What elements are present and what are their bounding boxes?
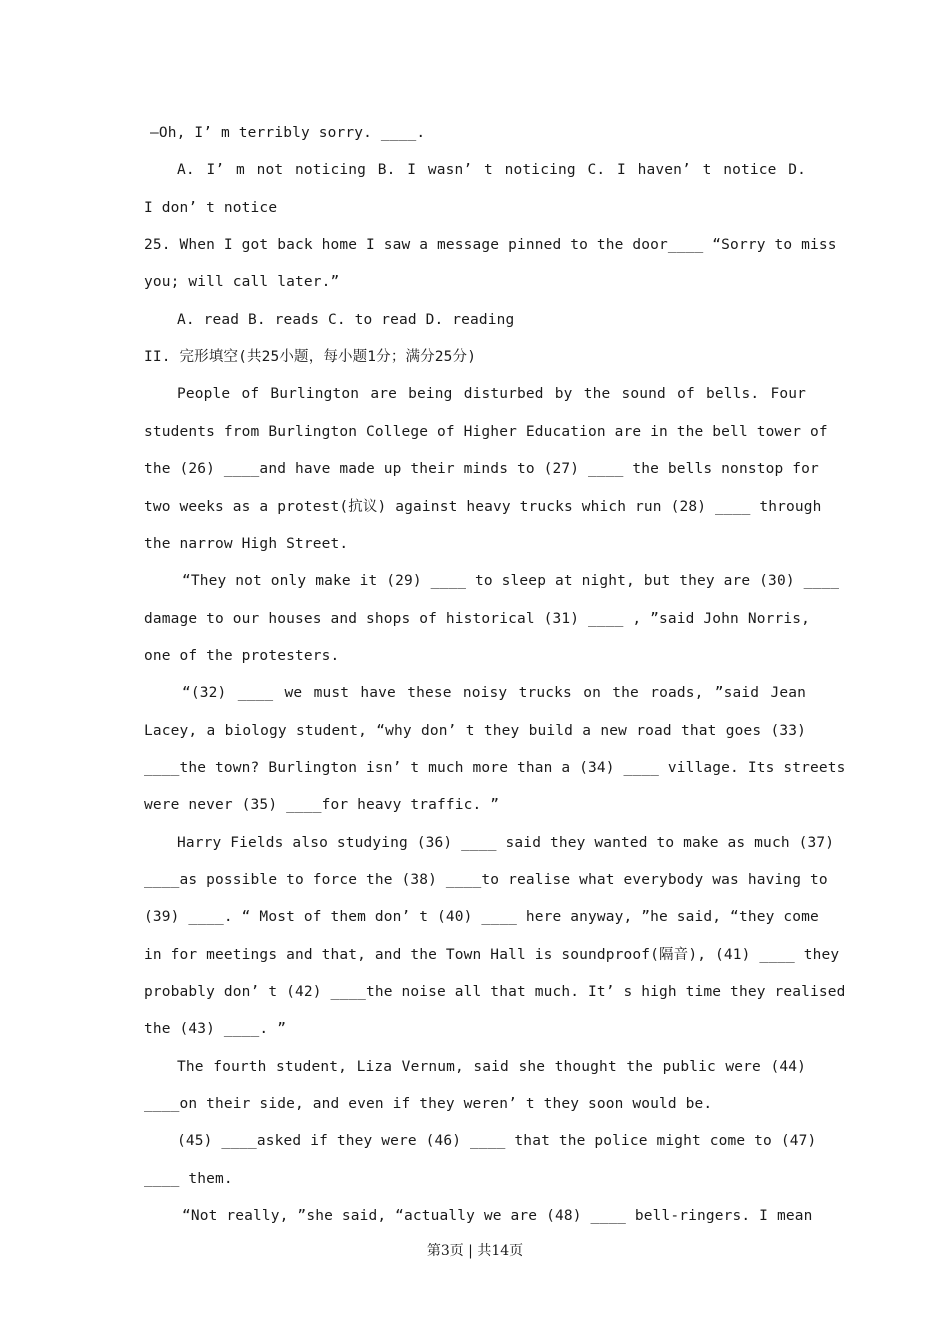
passage-line: People of Burlington are being disturbed by the sound of bells. Four [177,386,806,402]
passage-line: “They not only make it (29) ____ to sleep at night, but they are (30) ____ [182,573,840,589]
q25-options: A. read B. reads C. to read D. reading [177,312,515,328]
passage-line: Harry Fields also studying (36) ____ said they wanted to make as much (37) [177,835,835,851]
passage-line: damage to our houses and shops of historical (31) ____ , ”said John Norris, [144,611,810,627]
passage-line: the narrow High Street. [144,536,349,552]
passage-line: probably don’ t (42) ____the noise all that much. It’ s high time they realised [144,984,846,1000]
q25-stem-line2: you; will call later.” [144,274,340,290]
passage-line: ____on their side, and even if they weren’ t they soon would be. [144,1096,713,1112]
passage-line: (39) ____. “ Most of them don’ t (40) ____ here anyway, ”he said, “they come [144,909,819,925]
passage-line: the (43) ____. ” [144,1021,287,1037]
q24-options-line1: A. I’ m not noticing B. I wasn’ t noticing C. I haven’ t notice D. [177,162,806,178]
passage-line: students from Burlington College of Higher Education are in the bell tower of [144,424,828,440]
passage-line: ____as possible to force the (38) ____to realise what everybody was having to [144,872,828,888]
section-heading: II. 完形填空(共25小题，每小题1分；满分25分) [144,349,477,365]
page-footer: 第3页 | 共14页 [426,1243,524,1259]
passage-line: “Not really, ”she said, “actually we are (48) ____ bell-ringers. I mean [182,1208,813,1224]
passage-line: ____the town? Burlington isn’ t much more than a (34) ____ village. Its streets [144,760,846,776]
passage-line: The fourth student, Liza Vernum, said she thought the public were (44) [177,1059,806,1075]
passage-line: “(32) ____ we must have these noisy trucks on the roads, ”said Jean [182,685,806,701]
passage-line: (45) ____asked if they were (46) ____ that the police might come to (47) [177,1133,817,1149]
passage-line: Lacey, a biology student, “why don’ t they build a new road that goes (33) [144,723,806,739]
passage-line: the (26) ____and have made up their minds to (27) ____ the bells nonstop for [144,461,819,477]
passage-line: ____ them. [144,1171,233,1187]
q24-response: —Oh, I’ m terribly sorry. ____. [150,125,426,141]
passage-line: two weeks as a protest(抗议) against heavy trucks which run (28) ____ through [144,499,822,515]
passage-line: were never (35) ____for heavy traffic. ” [144,797,500,813]
passage-line: one of the protesters. [144,648,340,664]
q24-options-line2: I don’ t notice [144,200,278,216]
passage-line: in for meetings and that, and the Town Hall is soundproof(隔音), (41) ____ they [144,947,840,963]
q25-stem-line1: 25. When I got back home I saw a message pinned to the door____ “Sorry to miss [144,237,837,253]
